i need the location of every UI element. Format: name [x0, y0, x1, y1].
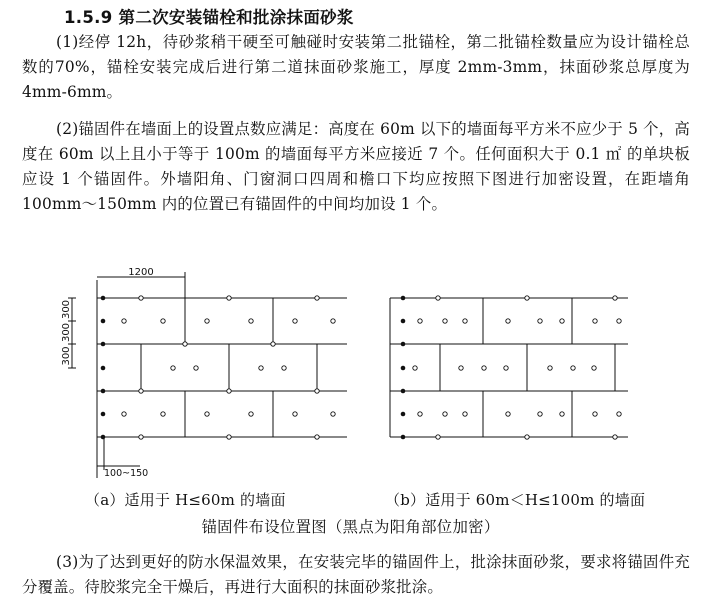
corner-anchor-dot	[101, 296, 106, 301]
anchor-dot	[161, 319, 165, 323]
dim-edge-offset-label: 100~150	[104, 468, 149, 479]
anchor-dot	[139, 389, 143, 393]
figure-title: 锚固件布设位置图（黑点为阳角部位加密）	[201, 518, 500, 536]
anchor-dot	[194, 366, 198, 370]
anchor-dot	[617, 412, 621, 416]
anchor-dot	[271, 342, 275, 346]
dim-height-label-2: 300	[61, 322, 72, 343]
anchor-dot	[571, 366, 575, 370]
anchor-points-b	[401, 296, 622, 440]
corner-anchor-dot	[101, 319, 106, 324]
anchor-points-a	[101, 296, 335, 440]
anchor-dot	[506, 319, 510, 323]
anchor-dot	[282, 366, 286, 370]
corner-anchor-dot	[101, 389, 106, 394]
anchor-dot	[463, 319, 467, 323]
anchor-dot	[560, 319, 564, 323]
anchor-dot	[593, 319, 597, 323]
anchor-dot	[249, 412, 253, 416]
anchor-dot	[538, 319, 542, 323]
caption-b: （b）适用于 60m＜H≤100m 的墙面	[385, 491, 646, 509]
anchor-dot	[617, 319, 621, 323]
anchor-dot	[506, 412, 510, 416]
anchor-dot	[139, 435, 143, 439]
anchor-layout-figure	[0, 262, 701, 480]
anchor-dot	[482, 366, 486, 370]
anchor-dot	[122, 319, 126, 323]
anchor-dot	[613, 296, 617, 300]
anchor-dot	[205, 319, 209, 323]
anchor-dot	[331, 319, 335, 323]
anchor-dot	[418, 412, 422, 416]
corner-anchor-dot	[401, 435, 406, 440]
anchor-dot	[525, 296, 529, 300]
dim-width-label: 1200	[128, 267, 154, 278]
anchor-dot	[613, 435, 617, 439]
anchor-dot	[548, 366, 552, 370]
paragraph-2: (2)锚固件在墙面上的设置点数应满足：高度在 60m 以下的墙面每平方米不应少于 5 个，高度在 60m 以上且小于等于 100m 的墙面每平方米应接近 7 个。任何面积大于 0.1 ㎡ 的单块板应设 1 个锚固件。外墙阳角、门窗洞口四周和檐口下均应按照下图进行加密设置，在距墙角 100mm～150mm 内的位置已有锚固件的中间均加设 1 个。	[22, 120, 690, 213]
section-heading: 1.5.9 第二次安装锚栓和批涂抹面砂浆	[64, 8, 354, 27]
paragraph-3: (3)为了达到更好的防水保温效果，在安装完毕的锚固件上，批涂抹面砂浆，要求将锚固件充分覆盖。待胶浆完全干燥后，再进行大面积的抹面砂浆批涂。	[22, 553, 690, 596]
anchor-dot	[122, 412, 126, 416]
anchor-dot	[593, 412, 597, 416]
anchor-dot	[315, 435, 319, 439]
corner-anchor-dot	[401, 296, 406, 301]
anchor-dot	[592, 366, 596, 370]
anchor-dot	[293, 319, 297, 323]
anchor-dot	[315, 296, 319, 300]
anchor-dot	[443, 412, 447, 416]
anchor-dot	[331, 412, 335, 416]
anchor-dot	[205, 412, 209, 416]
paragraph-1: (1)经停 12h，待砂浆稍干硬至可触碰时安装第二批锚栓，第二批锚栓数量应为设计锚栓总数的70%，锚栓安装完成后进行第二道抹面砂浆施工，厚度 2mm-3mm，抹面砂浆总厚度为 4mm-6mm。	[22, 33, 690, 101]
corner-anchor-dot	[401, 342, 406, 347]
anchor-dot	[463, 412, 467, 416]
anchor-dot	[227, 296, 231, 300]
anchor-dot	[293, 412, 297, 416]
caption-a: （a）适用于 H≤60m 的墙面	[85, 491, 286, 509]
anchor-dot	[259, 366, 263, 370]
anchor-dot	[443, 319, 447, 323]
corner-anchor-dot	[401, 389, 406, 394]
corner-anchor-dot	[401, 319, 406, 324]
dim-height-label-1: 300	[61, 299, 72, 320]
diagram-a	[68, 272, 347, 478]
anchor-dot	[504, 366, 508, 370]
anchor-dot	[436, 296, 440, 300]
anchor-dot	[315, 389, 319, 393]
anchor-dot	[459, 366, 463, 370]
anchor-dot	[413, 366, 417, 370]
anchor-dot	[560, 412, 564, 416]
anchor-dot	[227, 389, 231, 393]
anchor-dot	[161, 412, 165, 416]
corner-anchor-dot	[401, 412, 406, 417]
anchor-dot	[249, 319, 253, 323]
anchor-dot	[418, 319, 422, 323]
anchor-dot	[183, 342, 187, 346]
anchor-dot	[436, 435, 440, 439]
corner-anchor-dot	[101, 366, 106, 371]
corner-anchor-dot	[101, 435, 106, 440]
anchor-dot	[139, 296, 143, 300]
anchor-dot	[171, 366, 175, 370]
corner-anchor-dot	[101, 412, 106, 417]
anchor-dot	[227, 435, 231, 439]
dim-height-label-3: 300	[61, 346, 72, 366]
anchor-dot	[525, 435, 529, 439]
anchor-dot	[538, 412, 542, 416]
corner-anchor-dot	[401, 366, 406, 371]
corner-anchor-dot	[101, 342, 106, 347]
